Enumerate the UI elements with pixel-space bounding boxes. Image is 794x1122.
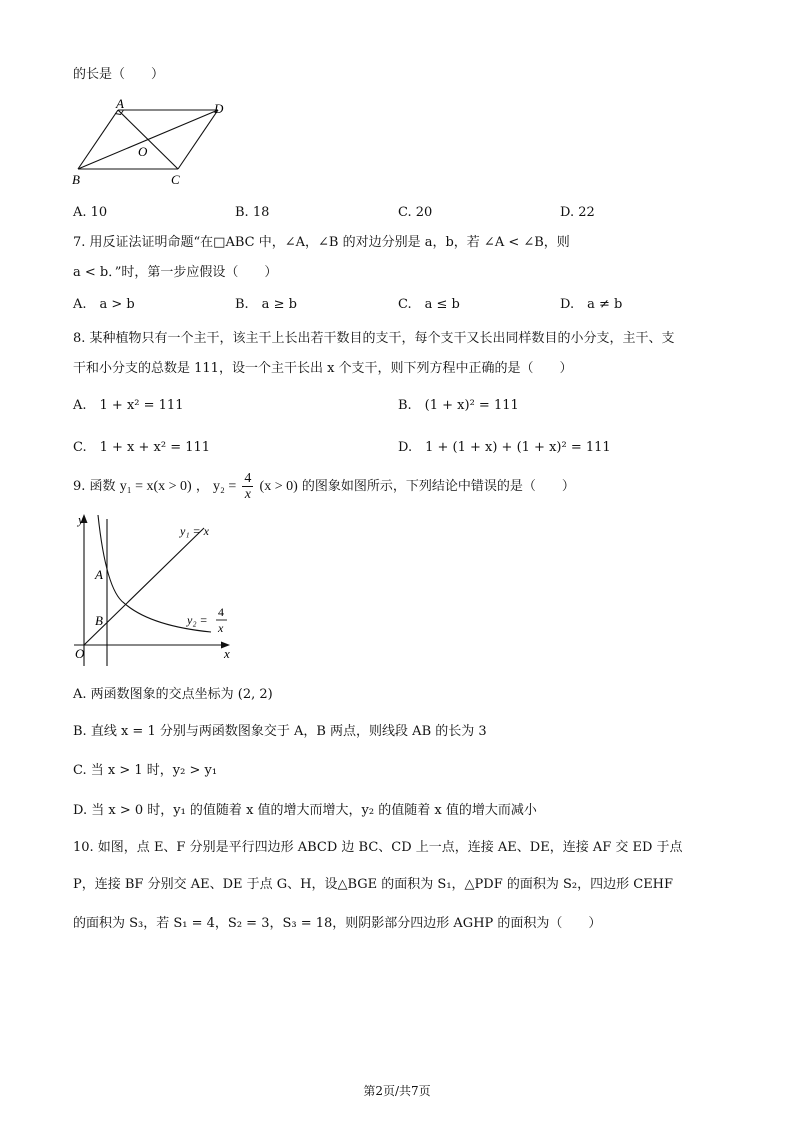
q8-stem-line1: 8. 某种植物只有一个主干，该主干上长出若干数目的支干，每个支干又长出同样数目的小分支，主干、支 xyxy=(73,331,675,346)
q9-fraction xyxy=(242,471,253,502)
parallelogram-figure xyxy=(70,98,240,190)
q10-stem-line3: 的面积为 S₃，若 S₁ = 4，S₂ = 3，S₃ = 18，则阴影部分四边形 AGHP 的面积为（ ） xyxy=(73,916,602,931)
label-origin: O xyxy=(75,646,85,661)
label-point-a: A xyxy=(95,567,103,582)
q9-function-2-condition: (x > 0) xyxy=(259,479,298,494)
axis-label-x: x xyxy=(224,646,230,661)
q8-option-a: A. 1 + x² = 111 xyxy=(73,398,184,413)
q10-stem-line2: P，连接 BF 分别交 AE、DE 于点 G、H，设△BGE 的面积为 S₁，△PDF 的面积为 S₂，四边形 CEHF xyxy=(73,877,674,892)
q9-function-1: y₁ = x(x > 0) xyxy=(119,479,192,494)
q9-fraction-numerator: 4 xyxy=(244,471,252,486)
q9-option-d: D. 当 x > 0 时，y₁ 的值随着 x 值的增大而增大，y₂ 的值随着 x 值的增大而减小 xyxy=(73,803,537,818)
q9-option-a: A. 两函数图象的交点坐标为 (2, 2) xyxy=(73,687,273,702)
axis-label-y: y xyxy=(78,512,84,527)
label-b: B xyxy=(72,172,80,187)
q8-option-b: B. (1 + x)² = 111 xyxy=(398,398,519,413)
q6-option-c: C. 20 xyxy=(398,205,433,220)
q6-option-d: D. 22 xyxy=(560,205,595,220)
q8-option-d: D. 1 + (1 + x) + (1 + x)² = 111 xyxy=(398,440,611,455)
q7-option-b: B. a ≥ b xyxy=(235,297,297,312)
label-y2-denominator: x xyxy=(218,621,224,635)
q7-option-d: D. a ≠ b xyxy=(560,297,623,312)
label-a: A xyxy=(116,98,124,111)
q9-option-c: C. 当 x > 1 时，y₂ > y₁ xyxy=(73,763,218,778)
q7-stem-line1: 7. 用反证法证明命题“在□ABC 中，∠A，∠B 的对边分别是 a，b，若 ∠A < ∠B，则 xyxy=(73,235,570,250)
q6-option-b: B. 18 xyxy=(235,205,270,220)
q9-stem-b: ， xyxy=(195,479,209,494)
label-c: C xyxy=(171,172,180,187)
q7-stem-line2: a < b．”时，第一步应假设（ ） xyxy=(73,265,278,280)
q9-function-2-left: y₂ = xyxy=(212,479,237,494)
label-point-b: B xyxy=(95,613,103,628)
q6-stem-tail: 的长是（ ） xyxy=(73,67,165,82)
label-y2: y₂ = xyxy=(187,613,208,627)
function-graph-figure xyxy=(70,508,240,668)
q6-option-a: A. 10 xyxy=(73,205,108,220)
page-footer: 第2页/共7页 xyxy=(363,1084,431,1098)
q9-stem-a: 9. 函数 xyxy=(73,479,116,494)
q9-fraction-denominator: x xyxy=(244,487,252,502)
q8-option-c: C. 1 + x + x² = 111 xyxy=(73,440,211,455)
q9-option-b: B. 直线 x = 1 分别与两函数图象交于 A，B 两点，则线段 AB 的长为 3 xyxy=(73,724,487,739)
label-d: D xyxy=(214,101,224,116)
q8-stem-line2: 干和小分支的总数是 111，设一个主干长出 x 个支干，则下列方程中正确的是（ ） xyxy=(73,361,573,376)
q9-stem xyxy=(73,470,575,504)
q10-stem-line1: 10. 如图，点 E、F 分别是平行四边形 ABCD 边 BC、CD 上一点，连接 AE、DE，连接 AF 交 ED 于点 xyxy=(73,840,683,855)
label-y2-numerator: 4 xyxy=(218,605,224,619)
label-o: O xyxy=(138,144,148,159)
q9-stem-c: 的图象如图所示，下列结论中错误的是（ ） xyxy=(301,479,575,494)
q7-option-a: A. a > b xyxy=(73,297,135,312)
q7-option-c: C. a ≤ b xyxy=(398,297,460,312)
diagonal-bd xyxy=(78,110,218,169)
label-y1: y₁ = x xyxy=(180,524,209,538)
